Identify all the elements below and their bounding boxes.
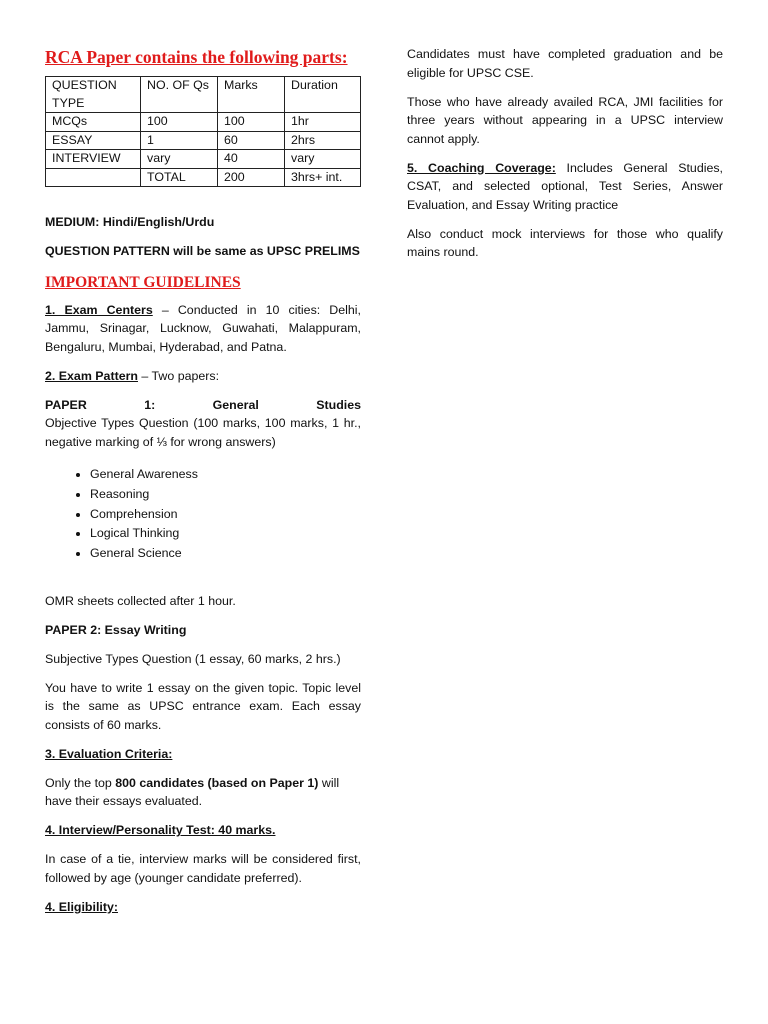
paper2-title: PAPER 2: Essay Writing — [45, 622, 187, 637]
paper1-title-word: PAPER — [45, 397, 87, 412]
table-cell: 1 — [141, 131, 218, 150]
eligibility-text-1: Candidates must have completed graduation and be eligible for UPSC CSE. — [407, 47, 723, 80]
paper1-topic-list — [45, 465, 361, 564]
interview-label: 4. Interview/Personality Test: 40 marks. — [45, 823, 276, 838]
exam-centers-text: – Conducted in 10 cities: Delhi, Jammu, Srinagar, Lucknow, Guwahati, Malappuram, Bengaluru, Mumbai, Hyderabad, and Patna. — [45, 302, 361, 354]
evaluation-label: 3. Evaluation Criteria: — [45, 746, 173, 761]
table-cell: 3hrs+ int. — [285, 168, 361, 187]
evaluation-text-pre: Only the top — [45, 775, 116, 790]
paper2-subtitle: Subjective Types Question (1 essay, 60 marks, 2 hrs.) — [45, 651, 341, 666]
table-cell: vary — [141, 150, 218, 169]
table-cell: 2hrs — [285, 131, 361, 150]
right-column — [407, 45, 723, 272]
table-cell — [46, 168, 141, 187]
table-cell: MCQs — [46, 113, 141, 132]
table-header-cell: QUESTION TYPE — [46, 77, 141, 113]
page-title: RCA Paper contains the following parts: — [45, 47, 348, 67]
evaluation-paragraph — [45, 774, 361, 811]
list-item: • Comprehension — [90, 505, 361, 525]
table-header-cell: NO. OF Qs — [141, 77, 218, 113]
table-row — [46, 168, 361, 187]
exam-centers-paragraph — [45, 301, 361, 357]
list-item: • Reasoning — [90, 485, 361, 505]
evaluation-text-post: will have their essays evaluated. — [45, 775, 340, 809]
eligibility-label: 4. Eligibility: — [45, 899, 118, 914]
table-cell: 60 — [218, 131, 285, 150]
table-header-cell: Marks — [218, 77, 285, 113]
paper1-title-word: Studies — [316, 397, 361, 412]
table-header-row — [46, 77, 361, 113]
left-column — [45, 46, 361, 927]
eligibility-text-2: Those who have already availed RCA, JMI facilities for three years without appearing in a UPSC interview cannot apply. — [407, 94, 723, 146]
list-item: • General Awareness — [90, 465, 361, 485]
coaching-label: 5. Coaching Coverage: — [407, 160, 556, 175]
paper1-block — [45, 396, 361, 564]
paper1-title — [45, 396, 361, 415]
parts-table — [45, 76, 361, 187]
guidelines-heading: IMPORTANT GUIDELINES — [45, 273, 241, 291]
table-cell: 200 — [218, 168, 285, 187]
table-row — [46, 131, 361, 150]
exam-centers-label: 1. Exam Centers — [45, 302, 153, 317]
paper1-title-word: 1: — [144, 397, 156, 412]
omr-note: OMR sheets collected after 1 hour. — [45, 593, 236, 608]
paper1-title-word: General — [212, 397, 259, 412]
table-cell: ESSAY — [46, 131, 141, 150]
table-header-cell: Duration — [285, 77, 361, 113]
list-item: • General Science — [90, 544, 361, 564]
table-row — [46, 113, 361, 132]
table-cell: 100 — [141, 113, 218, 132]
interview-text: In case of a tie, interview marks will be considered first, followed by age (younger candidate preferred). — [45, 852, 361, 885]
coaching-text: Includes General Studies, CSAT, and selected optional, Test Series, Answer Evaluation, and Essay Writing practice — [407, 160, 723, 212]
paper2-description: You have to write 1 essay on the given topic. Topic level is the same as UPSC entrance exam. Each essay consists of 60 marks. — [45, 680, 361, 732]
table-row — [46, 150, 361, 169]
table-cell: 100 — [218, 113, 285, 132]
mock-interview-note: Also conduct mock interviews for those who qualify mains round. — [407, 226, 723, 259]
exam-pattern-text: – Two papers: — [137, 368, 220, 383]
list-item: • Logical Thinking — [90, 524, 361, 544]
exam-pattern-paragraph — [45, 367, 361, 386]
evaluation-text-bold: 800 candidates (based on Paper 1) — [115, 775, 319, 790]
coaching-paragraph — [407, 159, 723, 215]
table-cell: 1hr — [285, 113, 361, 132]
table-cell: 40 — [218, 150, 285, 169]
paper1-description: Objective Types Question (100 marks, 100 marks, 1 hr., negative marking of ⅓ for wrong answers) — [45, 416, 361, 449]
table-cell: vary — [285, 150, 361, 169]
table-cell: TOTAL — [141, 168, 218, 187]
question-pattern-note: QUESTION PATTERN will be same as UPSC PRELIMS — [45, 244, 360, 258]
medium-note: MEDIUM: Hindi/English/Urdu — [45, 215, 215, 229]
exam-pattern-label: 2. Exam Pattern — [45, 368, 138, 383]
table-cell: INTERVIEW — [46, 150, 141, 169]
